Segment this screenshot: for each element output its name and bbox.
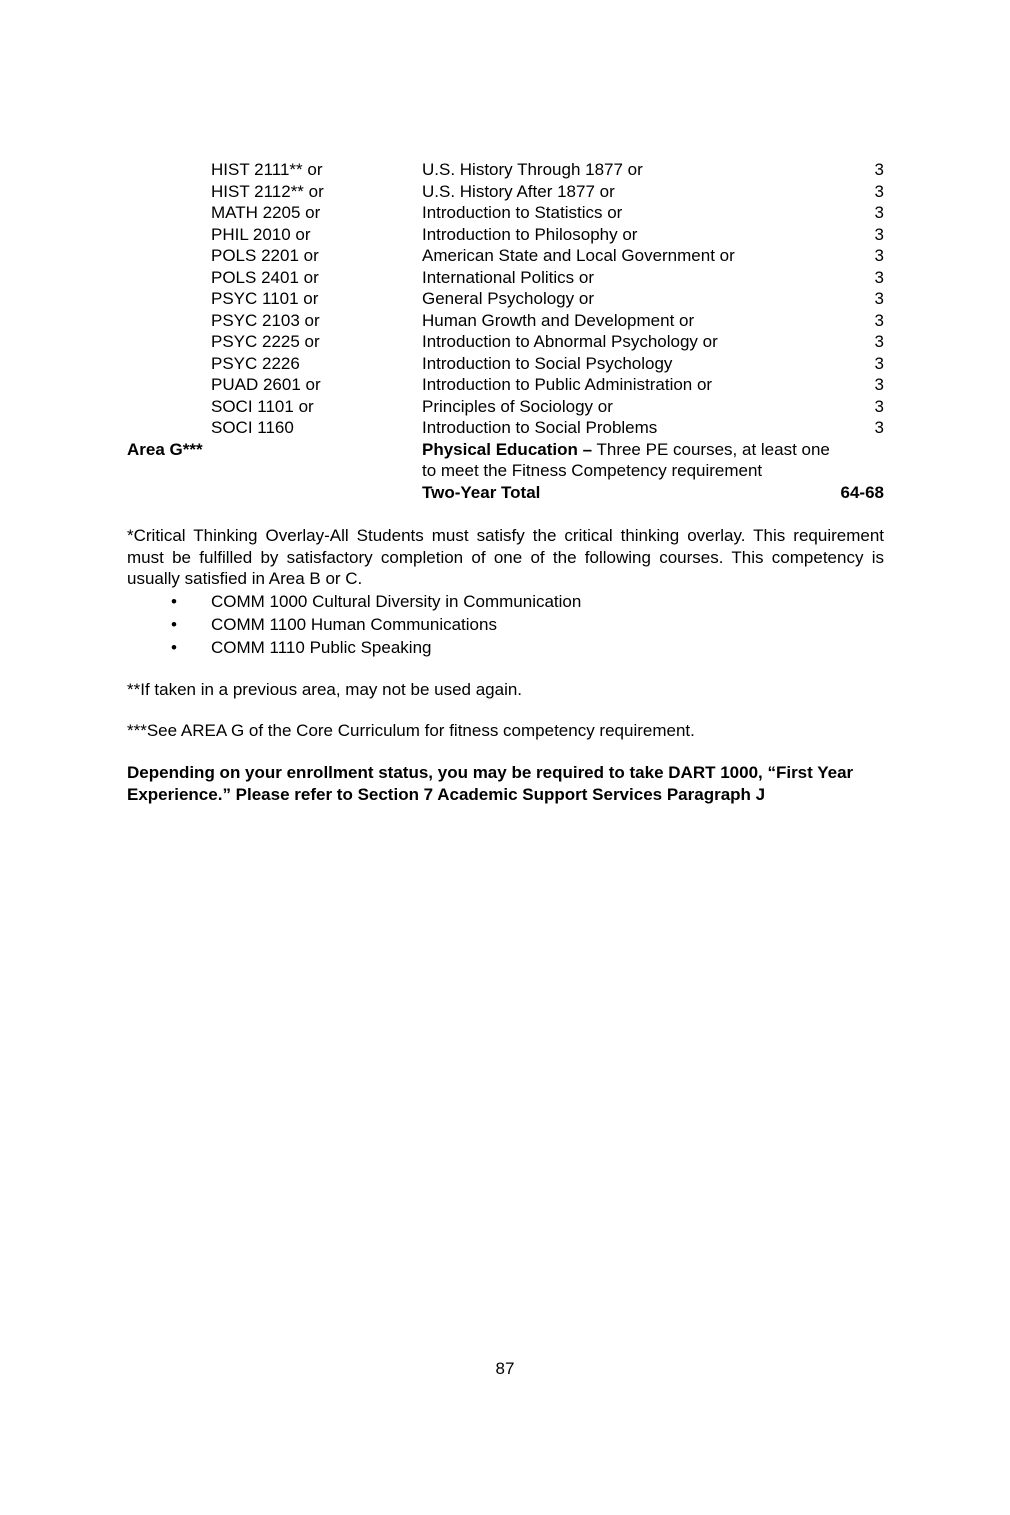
total-hours: 64-68 <box>840 482 884 502</box>
course-hours: 3 <box>874 181 884 201</box>
course-code: PSYC 2225 or <box>211 332 320 351</box>
course-code: MATH 2205 or <box>211 203 321 222</box>
area-g-row <box>127 439 884 461</box>
course-row <box>127 267 884 289</box>
course-title: General Psychology or <box>422 289 594 308</box>
course-row <box>127 310 884 332</box>
enrollment-note: Depending on your enrollment status, you may be required to take DART 1000, “First Year Experience.” Please refer to Section 7 Academic Support Services Paragraph J <box>127 763 854 804</box>
course-table <box>127 159 884 503</box>
course-hours: 3 <box>874 160 884 179</box>
course-hours: 3 <box>874 396 884 416</box>
footnote-triple-asterisk: ***See AREA G of the Core Curriculum for fitness competency requirement. <box>127 721 695 740</box>
course-hours: 3 <box>874 418 884 437</box>
course-code: PHIL 2010 or <box>211 224 311 244</box>
course-code: POLS 2401 or <box>211 267 319 287</box>
course-row <box>127 224 884 246</box>
course-title: Human Growth and Development or <box>422 310 695 330</box>
course-title: Introduction to Statistics or <box>422 203 623 222</box>
bullet-icon: • <box>171 615 177 634</box>
course-code: POLS 2201 or <box>211 246 319 265</box>
course-row <box>127 288 884 310</box>
course-code: SOCI 1101 or <box>211 396 314 416</box>
course-code: SOCI 1160 <box>211 418 294 437</box>
course-code: PSYC 1101 or <box>211 289 319 308</box>
course-title: Introduction to Abnormal Psychology or <box>422 332 718 351</box>
course-row <box>127 374 884 396</box>
course-title: International Politics or <box>422 267 594 287</box>
course-row <box>127 159 884 181</box>
course-row <box>127 331 884 353</box>
course-title: Introduction to Philosophy or <box>422 224 638 244</box>
course-row <box>127 417 884 439</box>
list-item <box>127 636 884 659</box>
course-code: PUAD 2601 or <box>211 375 321 394</box>
bullet-icon: • <box>171 638 177 657</box>
course-title: Introduction to Social Psychology <box>422 353 673 373</box>
course-hours: 3 <box>874 289 884 308</box>
course-row <box>127 245 884 267</box>
course-title: Principles of Sociology or <box>422 396 613 416</box>
course-title: Introduction to Public Administration or <box>422 375 713 394</box>
course-code: PSYC 2226 <box>211 353 300 373</box>
list-item-text: COMM 1000 Cultural Diversity in Communication <box>211 592 582 611</box>
critical-thinking-course-list <box>127 590 884 659</box>
area-g-row-continued <box>127 460 884 482</box>
course-hours: 3 <box>874 203 884 222</box>
list-item-text: COMM 1110 Public Speaking <box>211 638 432 657</box>
course-title: Introduction to Social Problems <box>422 418 658 437</box>
area-g-description: Three PE courses, at least one <box>592 439 830 459</box>
total-row <box>127 482 884 504</box>
course-row <box>127 181 884 203</box>
course-row <box>127 202 884 224</box>
course-title: U.S. History Through 1877 or <box>422 160 643 179</box>
course-code: HIST 2112** or <box>211 181 324 201</box>
course-title: U.S. History After 1877 or <box>422 181 615 201</box>
list-item <box>127 613 884 636</box>
footnote-double-asterisk: **If taken in a previous area, may not be used again. <box>127 680 523 699</box>
course-row <box>127 353 884 375</box>
total-label: Two-Year Total <box>422 482 541 502</box>
course-hours: 3 <box>874 332 884 351</box>
course-hours: 3 <box>874 267 884 287</box>
critical-thinking-note: *Critical Thinking Overlay-All Students must satisfy the critical thinking overlay. This requirement must be fulfilled by satisfactory completion of one of the following courses. This competency is usually satisfied in Area B or C. <box>127 526 884 588</box>
list-item <box>127 590 884 613</box>
course-hours: 3 <box>874 375 884 394</box>
course-code: HIST 2111** or <box>211 160 323 179</box>
course-hours: 3 <box>874 353 884 373</box>
course-hours: 3 <box>874 224 884 244</box>
area-g-label: Area G*** <box>127 439 203 459</box>
area-g-description-continued: to meet the Fitness Competency requirement <box>422 461 763 480</box>
course-title: American State and Local Government or <box>422 246 735 265</box>
area-g-heading: Physical Education – <box>422 439 593 459</box>
course-row <box>127 396 884 418</box>
page-number: 87 <box>495 1359 515 1378</box>
course-hours: 3 <box>874 246 884 265</box>
bullet-icon: • <box>171 592 177 611</box>
course-code: PSYC 2103 or <box>211 310 320 330</box>
course-hours: 3 <box>874 310 884 330</box>
list-item-text: COMM 1100 Human Communications <box>211 615 497 634</box>
